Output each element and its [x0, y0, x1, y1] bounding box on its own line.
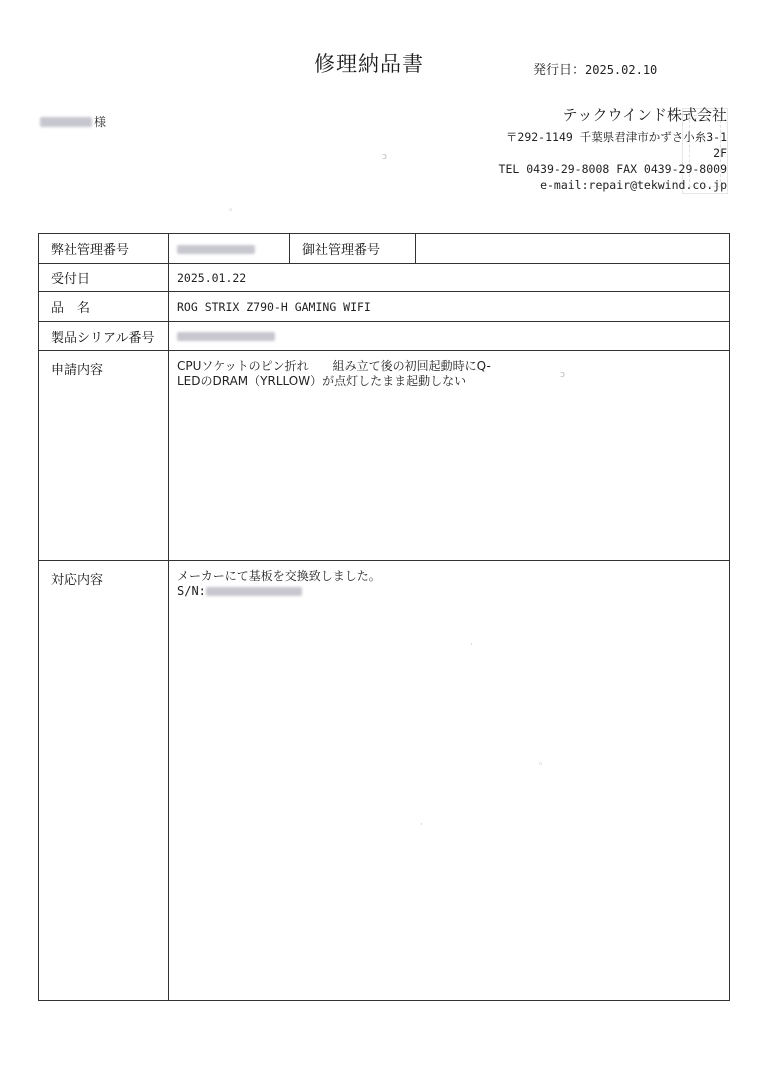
our-mgmt-number-value [169, 234, 290, 264]
request-line-2: LEDのDRAM（YRLLOW）が点灯したまま起動しない [177, 374, 467, 388]
product-name-label: 品 名 [39, 292, 169, 322]
scan-speck: ◦ [228, 206, 234, 216]
issue-date-value: 2025.02.10 [585, 63, 658, 77]
received-date-label: 受付日 [39, 264, 169, 292]
table-row [39, 561, 730, 1001]
your-mgmt-number-value [416, 234, 730, 264]
company-email: e-mail:repair@tekwind.co.jp [540, 178, 727, 192]
company-name: テックウインド株式会社 [562, 106, 727, 124]
company-address: 〒292-1149 千葉県君津市かずさ小糸3-1 [505, 130, 727, 144]
table-row [39, 264, 730, 292]
response-content-value [169, 561, 730, 1001]
customer-honorific: 様 [94, 115, 107, 129]
table-row [39, 292, 730, 322]
table-row [39, 322, 730, 351]
redacted-our-mgmt-number [177, 245, 255, 254]
repair-details-table [38, 233, 730, 1001]
received-date-value: 2025.01.22 [169, 264, 730, 292]
issue-date-label: 発行日： [533, 63, 586, 78]
redacted-serial-number [177, 332, 275, 341]
request-line-1: CPUソケットのピン折れ 組み立て後の初回起動時にQ- [177, 359, 491, 373]
request-content-label: 申請内容 [39, 351, 169, 561]
request-content-value [169, 351, 730, 561]
company-info [499, 104, 727, 193]
our-mgmt-number-label: 弊社管理番号 [39, 234, 169, 264]
product-name-value: ROG STRIX Z790-H GAMING WIFI [169, 292, 730, 322]
your-mgmt-number-label: 御社管理番号 [290, 234, 416, 264]
company-address-floor: 2F [713, 146, 727, 160]
redacted-new-serial-number [206, 587, 302, 596]
scan-speck: · [420, 820, 423, 830]
company-tel-fax: TEL 0439-29-8008 FAX 0439-29-8009 [498, 162, 727, 176]
scan-speck: · [470, 640, 473, 650]
redacted-customer-name [40, 117, 92, 127]
scan-speck: ↄ [560, 370, 565, 380]
response-sn-label: S/N: [177, 584, 206, 598]
scan-speck: ↄ [382, 152, 387, 162]
document-title: 修理納品書 [314, 52, 424, 76]
issue-date-line [533, 59, 657, 78]
serial-number-label: 製品シリアル番号 [39, 322, 169, 351]
response-line-1: メーカーにて基板を交換致しました。 [177, 569, 381, 583]
response-serial-line [177, 584, 729, 599]
serial-number-value [169, 322, 730, 351]
response-content-label: 対応内容 [39, 561, 169, 1001]
table-row [39, 351, 730, 561]
customer-name-line [40, 113, 106, 130]
table-row [39, 234, 730, 264]
scan-speck: ◦ [538, 760, 544, 770]
